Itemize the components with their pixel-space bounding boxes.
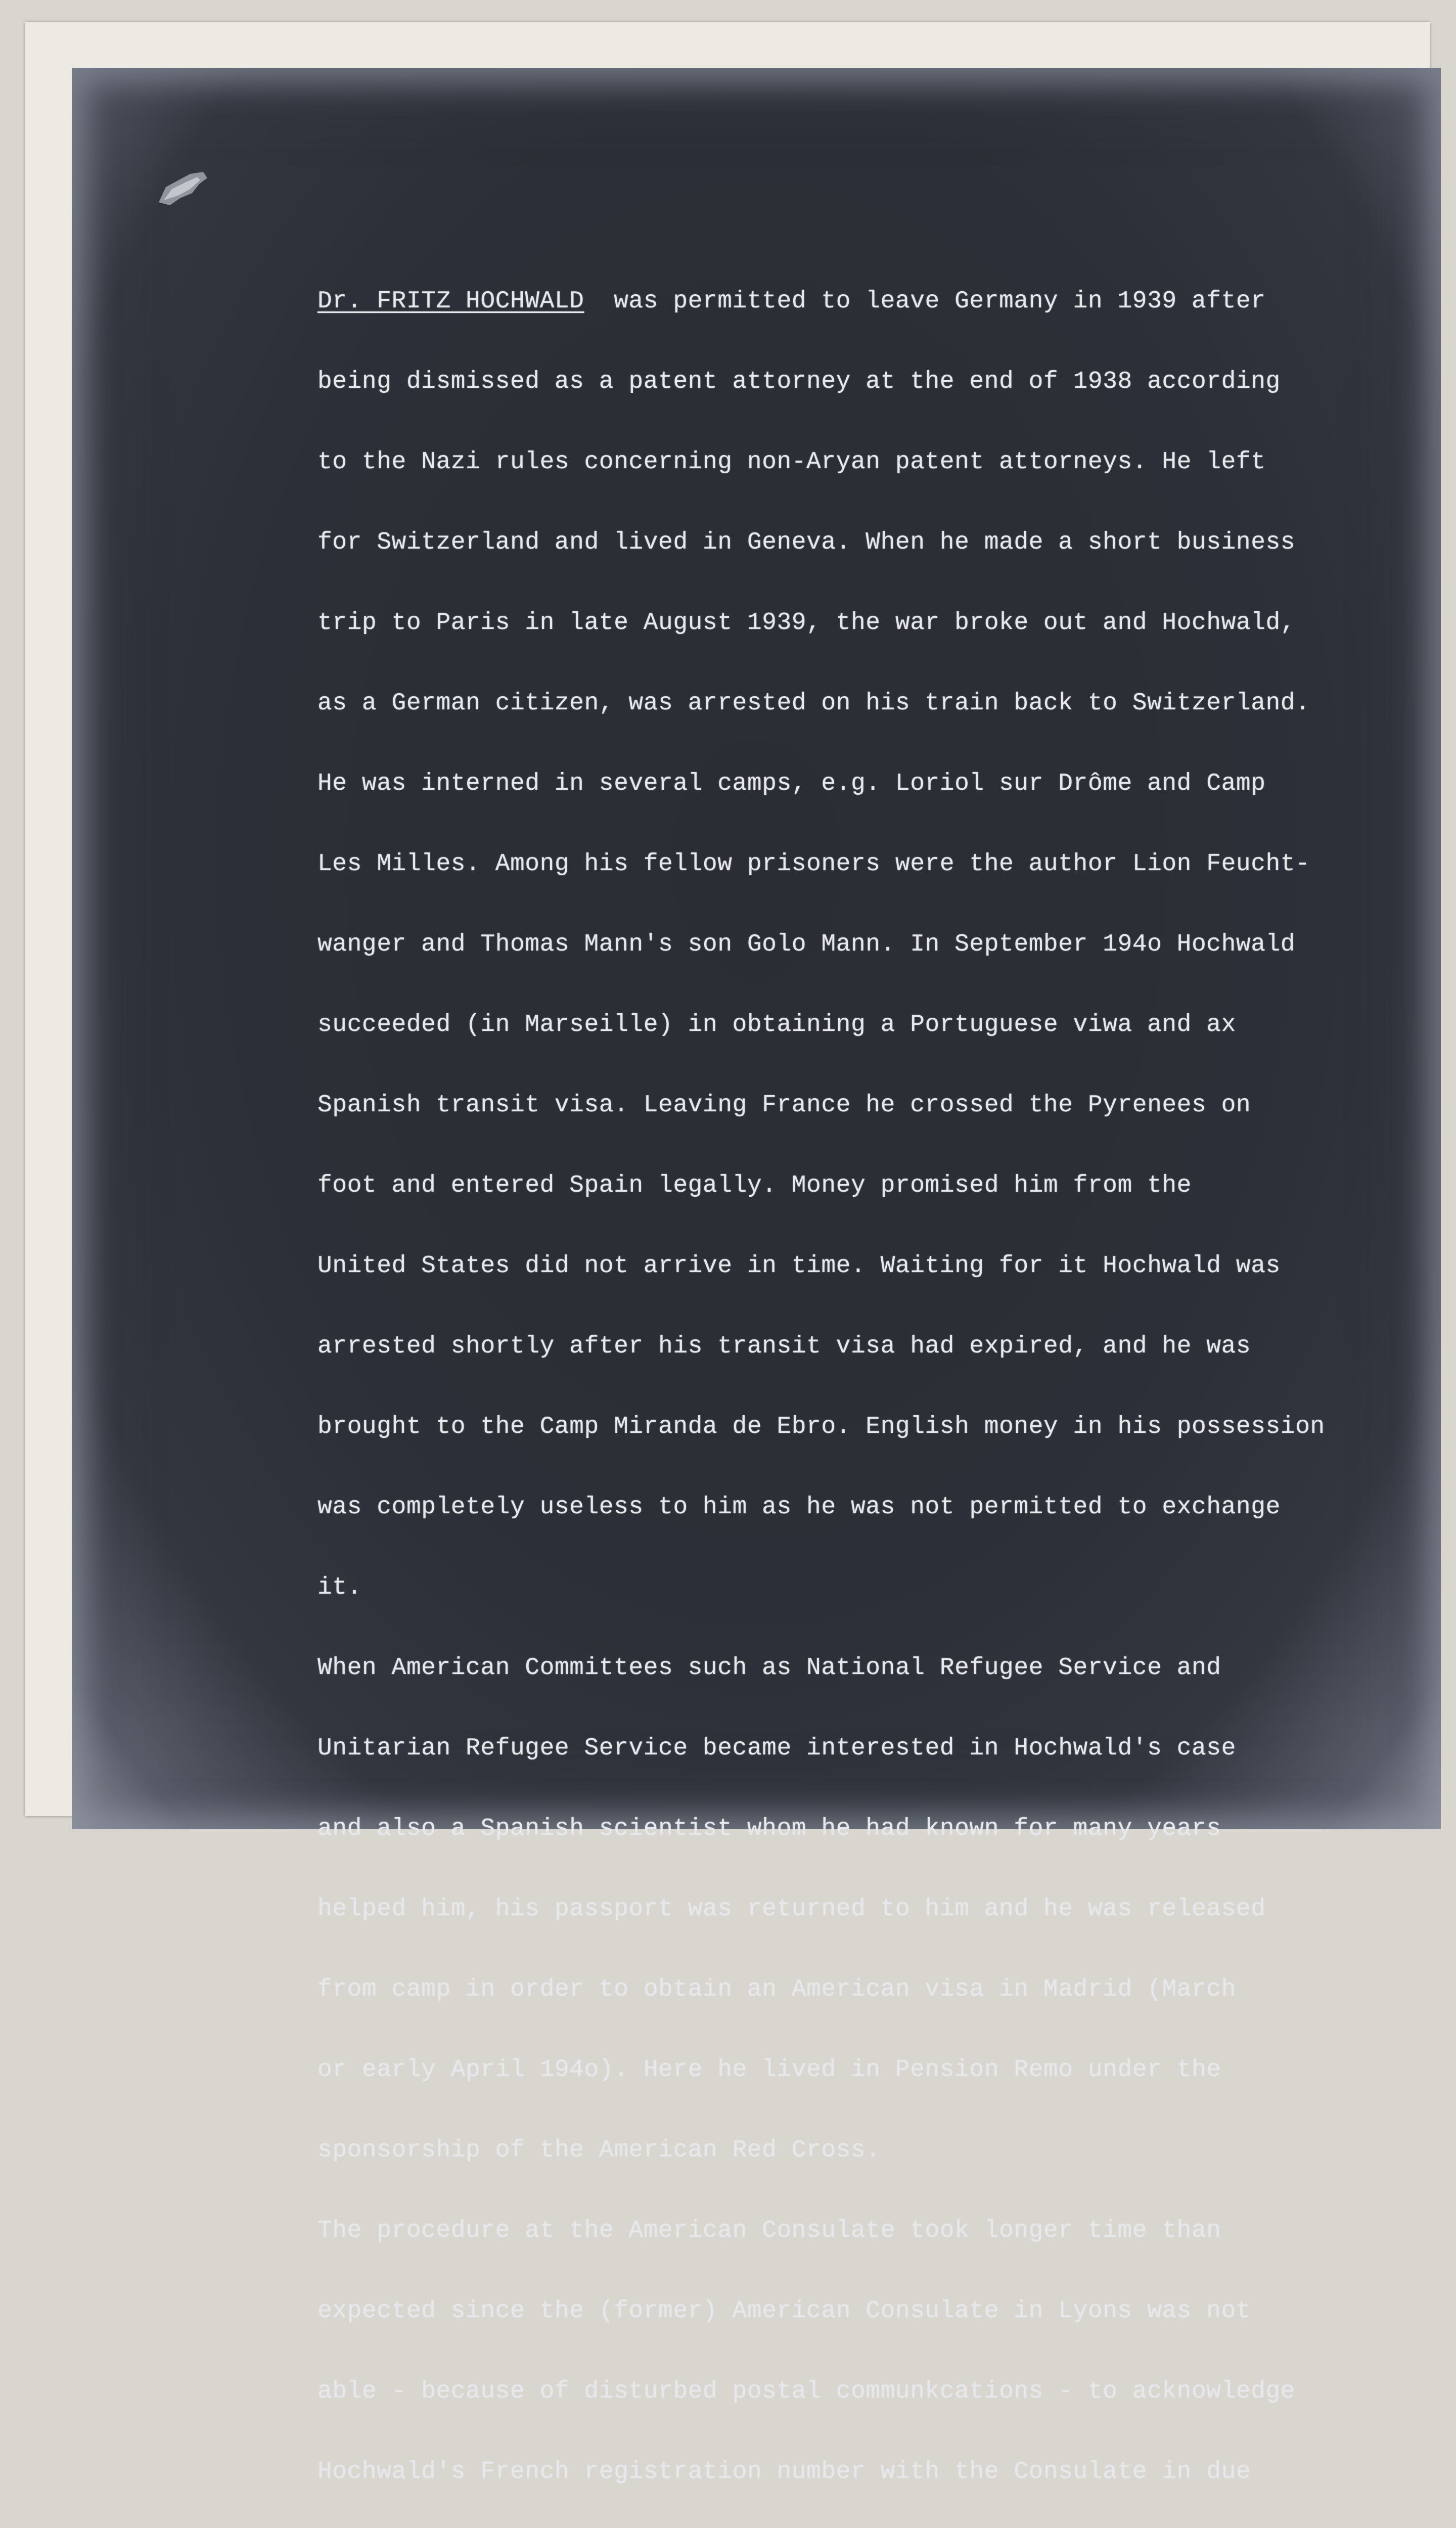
text-line: Spanish transit visa. Leaving France he crossed the Pyrenees on bbox=[317, 1092, 1251, 1119]
text-line: to the Nazi rules concerning non-Aryan patent attorneys. He left bbox=[317, 448, 1266, 476]
text-line: and also a Spanish scientist whom he had known for many years bbox=[317, 1815, 1221, 1842]
text-line: Les Milles. Among his fellow prisoners were the author Lion Feucht- bbox=[317, 850, 1310, 878]
text-line: expected since the (former) American Consulate in Lyons was not bbox=[317, 2297, 1251, 2325]
text-line: Hochwald's French registration number with the Consulate in due bbox=[317, 2458, 1251, 2486]
text-line: foot and entered Spain legally. Money promised him from the bbox=[317, 1172, 1192, 1199]
text-line: sponsorship of the American Red Cross. bbox=[317, 2137, 881, 2164]
text-line: arrested shortly after his transit visa had expired, and he was bbox=[317, 1333, 1251, 1360]
subject-name: Dr. FRITZ HOCHWALD bbox=[317, 288, 584, 315]
text-line: succeeded (in Marseille) in obtaining a Portuguese viwa and ax bbox=[317, 1011, 1236, 1039]
typed-text-block bbox=[317, 235, 1415, 2528]
text-line: was completely useless to him as he was not permitted to exchange bbox=[317, 1494, 1281, 1521]
text-line: being dismissed as a patent attorney at the end of 1938 according bbox=[317, 368, 1281, 395]
text-line: as a German citizen, was arrested on his train back to Switzerland. bbox=[317, 690, 1310, 717]
text-line: it. bbox=[317, 1574, 362, 1601]
text-line: He was interned in several camps, e.g. Loriol sur Drôme and Camp bbox=[317, 770, 1266, 797]
text-line-first-rest: was permitted to leave Germany in 1939 after bbox=[584, 288, 1266, 315]
text-line: helped him, his passport was returned to him and he was released bbox=[317, 1895, 1266, 1923]
paper-tear-mark bbox=[155, 167, 210, 209]
text-line: brought to the Camp Miranda de Ebro. English money in his possession bbox=[317, 1413, 1325, 1440]
text-line: able - because of disturbed postal communkcations - to acknowledge bbox=[317, 2378, 1296, 2405]
text-line-first bbox=[317, 288, 1415, 315]
text-line: The procedure at the American Consulate took longer time than bbox=[317, 2217, 1221, 2244]
text-line: for Switzerland and lived in Geneva. When he made a short business bbox=[317, 529, 1296, 556]
text-line: wanger and Thomas Mann's son Golo Mann. In September 194o Hochwald bbox=[317, 931, 1296, 958]
text-line: trip to Paris in late August 1939, the war broke out and Hochwald, bbox=[317, 609, 1296, 637]
text-line: from camp in order to obtain an American visa in Madrid (March bbox=[317, 1976, 1236, 2003]
text-line: United States did not arrive in time. Waiting for it Hochwald was bbox=[317, 1252, 1281, 1280]
text-line: When American Committees such as National Refugee Service and bbox=[317, 1654, 1221, 1682]
text-line: Unitarian Refugee Service became interested in Hochwald's case bbox=[317, 1735, 1236, 1762]
text-line: or early April 194o). Here he lived in Pension Remo under the bbox=[317, 2056, 1221, 2084]
